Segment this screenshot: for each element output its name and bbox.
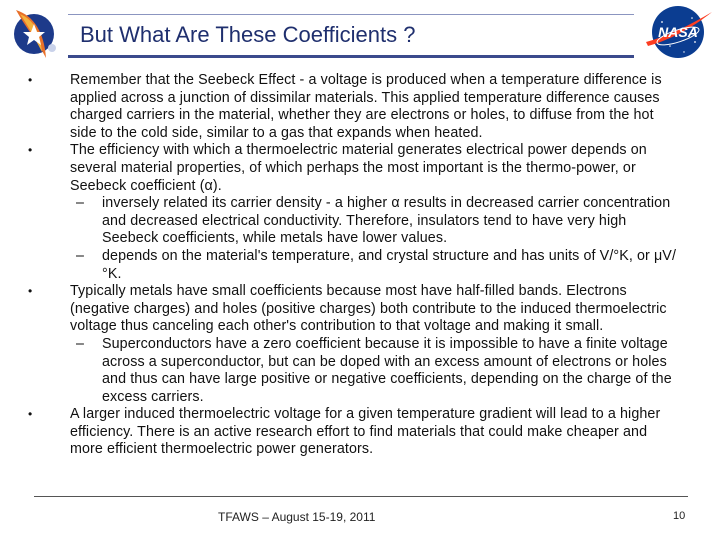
bullet-dot-icon: •: [28, 284, 33, 299]
slide-title: But What Are These Coefficients ?: [80, 22, 416, 47]
bullet-text: Typically metals have small coefficients because most have half-filled bands. Electrons (negative charges) and holes (positive charges) both contribute to the induced thermoelectric voltage thus canceling each other's contribution to that voltage and making it small.: [70, 283, 667, 335]
title-top-rule: [68, 14, 634, 15]
sub-bullet-dash-icon: –: [76, 335, 85, 352]
bullet-dot-icon: •: [28, 407, 33, 422]
bullet-text: A larger induced thermoelectric voltage for a given temperature gradient will lead to a higher efficiency. There is an active research effort to find materials that could make cheaper and more efficient thermoelectric power generators.: [70, 406, 661, 458]
sub-bullet-item: [22, 195, 682, 248]
bullet-dot-icon: •: [28, 143, 33, 158]
bullet-item: [22, 283, 682, 336]
sub-bullet-dash-icon: –: [76, 195, 85, 212]
bullet-item: [22, 406, 682, 459]
bullet-item: [22, 142, 682, 195]
nasa-logo-text: NASA: [658, 24, 698, 40]
nasa-logo-icon: [640, 2, 716, 62]
bullet-text: Remember that the Seebeck Effect - a voltage is produced when a temperature difference is applied across a junction of dissimilar materials. This applied temperature difference causes charged carriers in the material, whether they are electrons or holes, to diffuse from the hot side to the cold side, similar to a gas that expands when heated.: [70, 72, 662, 141]
sub-bullet-dash-icon: –: [76, 247, 85, 264]
sub-bullet-text: inversely related its carrier density - a higher α results in decreased carrier concentration and decreased electrical conductivity. Therefore, insulators tend to have very high Seebeck coefficients, while metals have lower values.: [102, 195, 671, 247]
sub-bullet-item: [22, 336, 682, 406]
footer-text: TFAWS – August 15-19, 2011: [218, 510, 376, 524]
tfaws-logo-icon: [4, 2, 66, 64]
bullet-item: [22, 72, 682, 142]
sub-bullet-item: [22, 248, 682, 283]
sub-bullet-text: Superconductors have a zero coefficient because it is impossible to have a finite voltage across a superconductor, but can be doped with an excess amount of electrons or holes and thus can have large positive or negative coefficients, depending on the charge of the excess carriers.: [102, 335, 672, 405]
slide-content: [22, 72, 682, 459]
footer-rule: [34, 496, 688, 497]
bullet-text: The efficiency with which a thermoelectric material generates electrical power depends on several material properties, of which perhaps the most important is the thermo-power, or Seebeck coefficient (α).: [70, 142, 647, 194]
title-underline: [68, 55, 634, 58]
bullet-dot-icon: •: [28, 73, 33, 87]
page-number: 10: [673, 510, 686, 522]
sub-bullet-text: depends on the material's temperature, and crystal structure and has units of V/°K, or μV/°K.: [102, 247, 677, 282]
